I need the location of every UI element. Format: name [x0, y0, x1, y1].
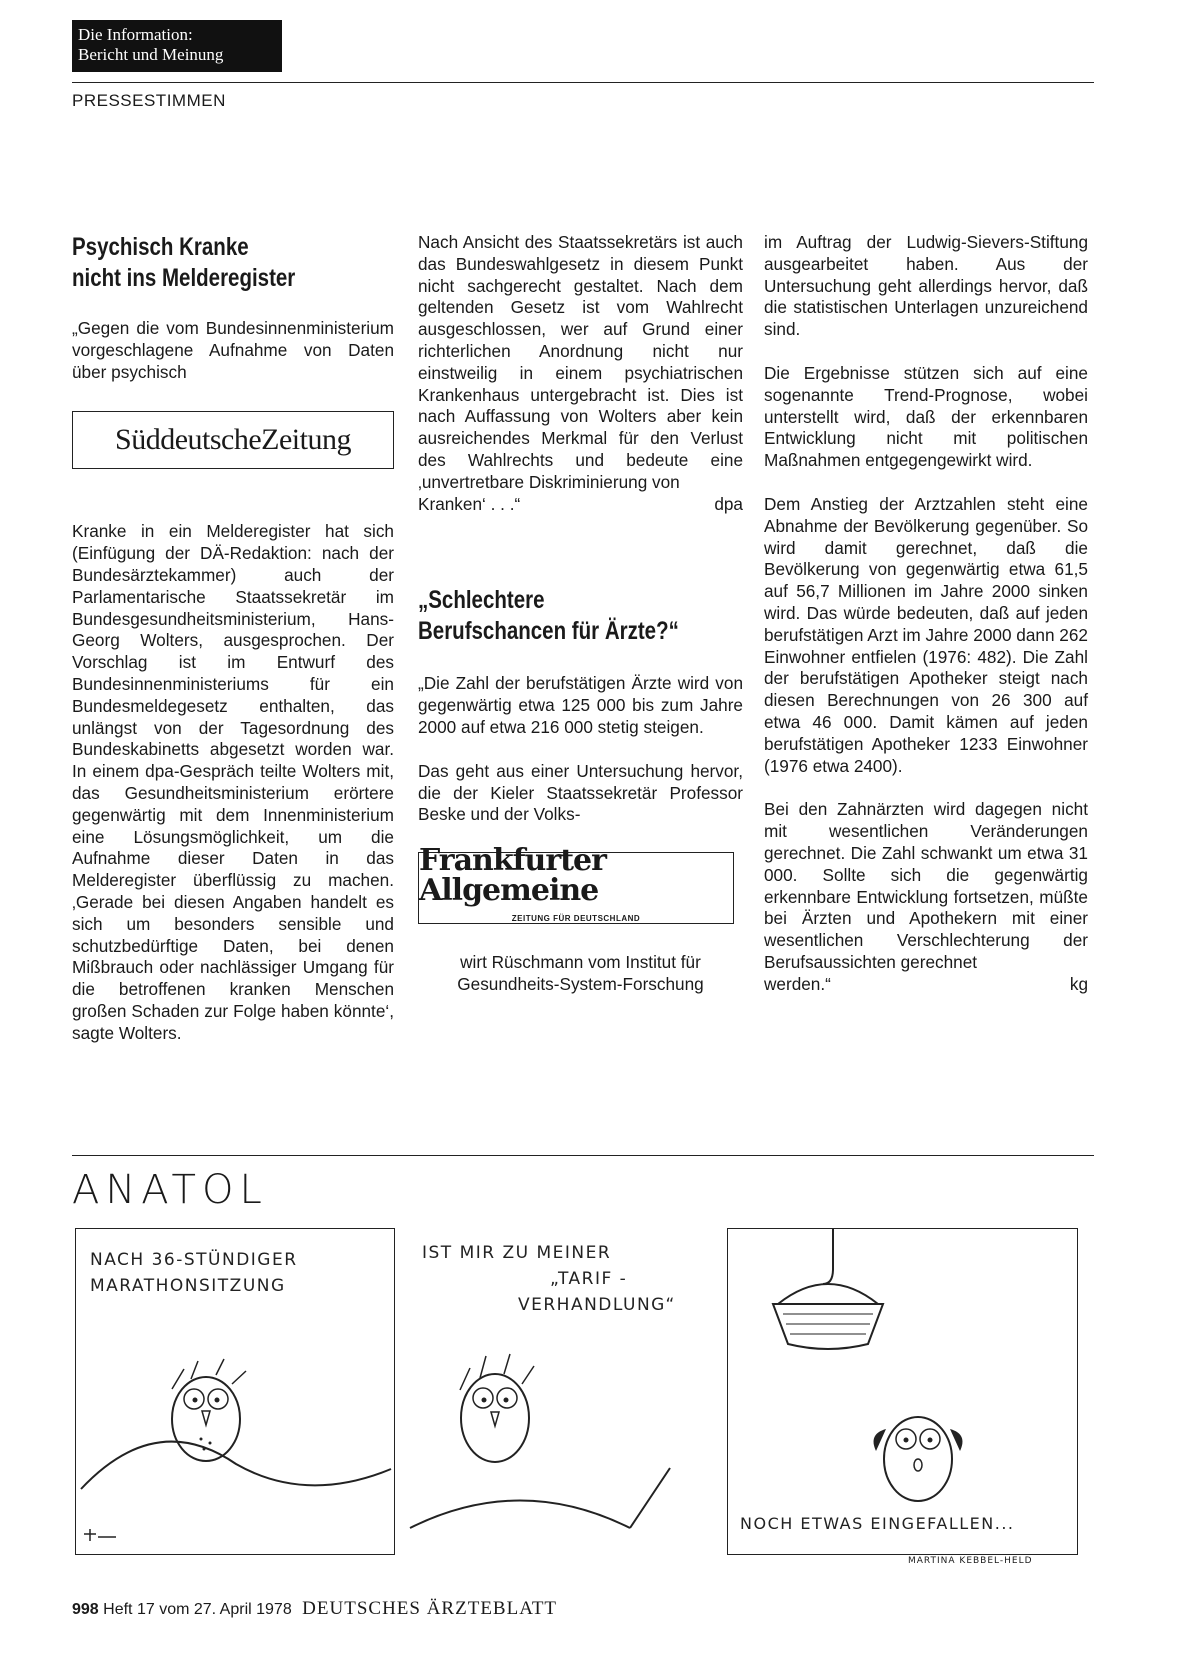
panel2-text-line3: VERHANDLUNG“ [518, 1295, 676, 1315]
comic-panel-1 [75, 1228, 395, 1555]
panel1-text-line1: NACH 36-STÜNDIGER [90, 1250, 298, 1270]
article1-source: dpa [714, 493, 743, 514]
issue-info: Heft 17 vom 27. April 1978 [103, 1601, 292, 1618]
article2-paragraph-7-block [764, 799, 1088, 995]
article2-source: kg [1069, 973, 1088, 994]
section-badge [72, 20, 282, 72]
panel1-text-line2: MARATHONSITZUNG [90, 1276, 286, 1296]
article2-paragraph-6: Dem Anstieg der Arztzahlen steht eine Abnahme der Bevölkerung gegenüber. So wird damit gerechnet, daß die Bevölkerung von gegenwärtig etwa 61,5 auf 56,7 Millionen im Jahre 2000 sinken wird. Das würde bedeuten, daß auf jeden berufstätigen Arzt im Jahre 2000 dann 262 Einwohner entfielen (1976: 482). Die Zahl der berufstätigen Apotheker steigt nach diesen Berechnungen von 26 300 auf etwa 46 000. Damit kämen auf jeden berufstätigen Apotheker 1233 Einwohner (1976 etwa 2400). [764, 493, 1088, 776]
article1-headline [72, 232, 394, 296]
article2-last-line: werden.“ [764, 973, 831, 994]
panel2-text-line2: „TARIF - [550, 1269, 628, 1289]
article1-body: Kranke in ein Melderegister hat sich (Einfügung der DÄ-Redaktion: nach der Bundesärztekammer) auch der Parlamentarische Staatssekretär im Bundesgesundheitsministerium, Hans-Georg Wolters, ausgesprochen. Der Vorschlag ist im Entwurf des Bundesinnenministeriums für ein Bundesmeldegesetz enthalten, das unlängst von der Tagesordnung des Bundeskabinetts abgesetzt worden war. In einem dpa-Gespräch teilte Wolters mit, das Gesundheitsministerium erörtere gegenwärtig mit dem Innenministerium eine Lösungsmöglichkeit, um die Aufnahme dieser Daten in das Melderegister überflüssig zu machen. ‚Gerade bei diesen Angaben handelt es sich um besonders sensible und schutzbedürftige Daten, bei denen Mißbrauch oder nachlässiger Umgang für die betroffenen kranken Menschen großen Schaden zur Folge haben könnte‘, sagte Wolters. [72, 521, 394, 1043]
article2-paragraph-3: wirt Rüschmann vom Institut für Gesundheits-System-Forschung [457, 952, 704, 994]
article2-paragraph-4: im Auftrag der Ludwig-Sievers-Stiftung ausgearbeitet haben. Aus der Untersuchung geht allerdings hervor, daß die statistischen Unterlagen unzureichend sind. [764, 232, 1088, 340]
article2-paragraph-1: „Die Zahl der berufstätigen Ärzte wird von gegenwärtig etwa 125 000 bis zum Jahre 2000 auf etwa 216 000 stetig steigen. [418, 673, 743, 737]
article1-continuation [418, 232, 743, 515]
badge-line-1: Die Information: [78, 25, 193, 44]
article1-intro: „Gegen die vom Bundesinnenministerium vorgeschlagene Aufnahme von Daten über psychisch [72, 318, 394, 382]
faz-logo: Frankfurter Allgemeine [419, 843, 606, 909]
article2-paragraph-5: Die Ergebnisse stützen sich auf eine sogenannte Trend-Prognose, wobei unterstellt wird, daß der erkennbaren Entwicklung nicht mit politischen Maßnahmen entgegengewirkt wird. [764, 362, 1088, 471]
article1-continuation-text: Nach Ansicht des Staatssekretärs ist auch das Bundeswahlgesetz in diesem Punkt nicht sachgerecht gestaltet. Nach dem geltenden Gesetz ist vom Wahlrecht ausgeschlossen, wer auf Grund einer richterlichen Anordnung nicht nur einstweilig in einem psychiatrischen Krankenhaus untergebracht ist. Dies ist nach Auffassung von Wolters aber kein ausreichendes Merkmal für den Verlust des Wahlrechts und bedeute eine ‚unvertretbare Diskriminierung von [418, 232, 743, 492]
panel2-text-line1: IST MIR ZU MEINER [422, 1243, 612, 1263]
faz-logo-box [418, 843, 734, 924]
page-footer [72, 1598, 557, 1620]
article2-end-line [764, 974, 1088, 996]
badge-line-2: Bericht und Meinung [78, 45, 224, 64]
sz-logo: SüddeutscheZeitung [115, 423, 351, 457]
column-1 [72, 232, 394, 1067]
article2-headline-line1: „Schlechtere [418, 586, 545, 615]
article2-paragraph-7: Bei den Zahnärzten wird dagegen nicht mit wesentlichen Veränderungen gerechnet. Die Zahl schwankt um etwa 31 000. Sollte sich die gegenwärtig erkennbare Entwicklung fortsetzen, müßte bei Ärzten und Apothekern mit einer wesentlichen Verschlechterung der Berufsaussichten gerechnet [764, 799, 1088, 972]
comic-panel-2 [400, 1228, 722, 1555]
comic-panel-3 [727, 1228, 1078, 1555]
comic-rule [72, 1155, 1094, 1156]
article2-headline [418, 585, 743, 649]
section-label: PRESSESTIMMEN [72, 91, 226, 110]
header-rule [72, 82, 1094, 83]
faz-logo-subtitle: ZEITUNG FÜR DEUTSCHLAND [511, 914, 641, 924]
page-number: 998 [72, 1601, 99, 1618]
comic-title: ANATOL [72, 1167, 268, 1213]
owl-with-basket-drawing [728, 1229, 1077, 1554]
sz-logo-box [72, 411, 394, 469]
cartoonist-signature: MARTINA KEBBEL-HELD [908, 1556, 1033, 1566]
column-3 [764, 232, 1088, 996]
journal-name: DEUTSCHES ÄRZTEBLATT [302, 1598, 558, 1619]
article1-headline-line1: Psychisch Kranke [72, 233, 249, 261]
column-2 [418, 232, 743, 1018]
article2-headline-line2: Berufschancen für Ärzte?“ [418, 617, 679, 646]
article2-paragraph-2: Das geht aus einer Untersuchung hervor, die der Kieler Staatssekretär Professor Beske und der Volks- [418, 760, 743, 825]
article1-last-line: Kranken‘ . . .“ [418, 493, 521, 514]
panel3-caption: NOCH ETWAS EINGEFALLEN... [740, 1514, 1015, 1533]
article1-end-line [418, 494, 743, 516]
article1-headline-line2: nicht ins Melderegister [72, 264, 296, 292]
